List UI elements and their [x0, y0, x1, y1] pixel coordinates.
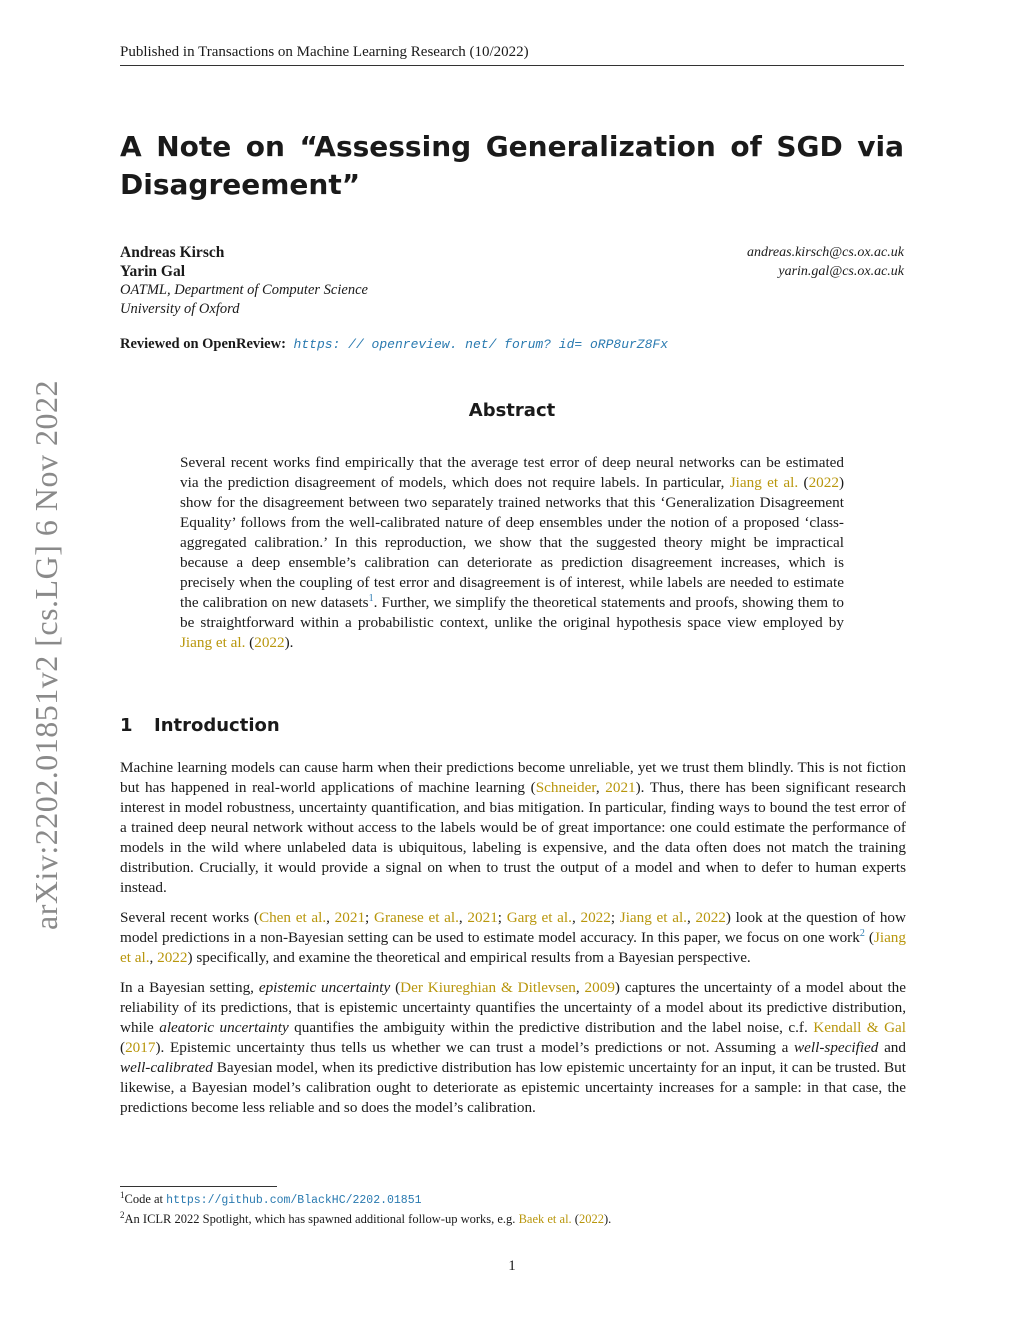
openreview-label: Reviewed on OpenReview:	[120, 336, 286, 352]
citation-year-link[interactable]: 2022	[695, 909, 726, 926]
author-row	[120, 262, 904, 281]
abstract-text-span: show for the disagreement between two separately trained networks that this ‘Generalization Disagreement Equality’ follows from the well-calibrated nature of deep ensembles under the notion of a proposed ‘class-aggregated calibration.’ In this reproduction, we show that the suggested theory might be impractical because a deep ensemble’s calibration can deteriorate as prediction disagreement increases, which is precisely when the coupling of test error and disagreement is of interest, while labels are needed to estimate the calibration on new datasets	[180, 494, 844, 611]
footnote: $^2$An ICLR 2022 Spotlight, which has spawned additional follow-up works, e.g. Baek et al. (2022).	[120, 1209, 612, 1226]
citation-link[interactable]: Jiang et al.	[180, 634, 246, 651]
text-span: ) captures the uncertainty of a model about the reliability of its predictions, that is epistemic uncertainty quantifies the uncertainty of a model about its predictive distribution, while	[120, 979, 907, 1036]
text-span: Several recent works (	[120, 909, 259, 926]
citation-year-link[interactable]: 2022	[578, 1212, 604, 1226]
citation-year-link[interactable]: 2021	[605, 779, 636, 796]
arxiv-sidebar-stamp: arXiv:2202.01851v2 [cs.LG] 6 Nov 2022	[28, 380, 64, 930]
footnote-marker[interactable]: 2	[859, 927, 865, 939]
author-name: Andreas Kirsch	[120, 244, 225, 261]
section-number: 1	[120, 715, 133, 736]
footnote-text: Code at	[124, 1192, 167, 1206]
openreview-link[interactable]: https: // openreview. net/ forum? id= oRP8urZ8Fx	[293, 337, 669, 352]
paragraph: Machine learning models can cause harm when their predictions become unreliable, yet we trust them blindly. This is not fiction but has happened in real-world applications of machine learning (Schneider, 2021). Thus, there has been significant research interest in model robustness, uncertainty quantification, and bias mitigation. In particular, finding ways to bound the test error of a trained deep neural network without access to the labels would be of great importance: one could estimate the performance of models in the wild where unlabeled data is ubiquitous, labeling is expensive, and the data often does not match the training distribution. Crucially, it would provide a signal on when to trust the output of a model and when to defer to human experts instead.	[120, 759, 906, 896]
author-email[interactable]: andreas.kirsch@cs.ox.ac.uk	[747, 245, 904, 260]
footnote-text: ).	[603, 1212, 612, 1226]
paragraph: In a Bayesian setting, epistemic uncertainty (Der Kiureghian & Ditlevsen, 2009) captures the uncertainty of a model about the reliability of its predictions, that is epistemic uncertainty quantifies the uncertainty of a model about its predictive distribution, while aleatoric uncertainty quantifies the ambiguity within the predictive distribution and the label noise, c.f. Kendall & Gal (2017). Epistemic uncertainty thus tells us whether we can trust a model’s predictions or not. Assuming a well-specified and well-calibrated Bayesian model, when its predictive distribution has low epistemic uncertainty for an input, it can be trusted. But likewise, a Bayesian model’s calibration ought to deteriorate as epistemic uncertainty increases for a sample: in that case, the predictions become less reliable and so does the model’s calibration.	[120, 979, 907, 1116]
openreview-line	[120, 336, 668, 353]
text-span: ). Epistemic uncertainty thus tells us whether we can trust a model’s predictions or not. Assuming a	[155, 1039, 795, 1056]
citation-link[interactable]: Chen et al.	[258, 909, 327, 926]
author-email[interactable]: yarin.gal@cs.ox.ac.uk	[778, 264, 904, 279]
section-body	[120, 758, 906, 1128]
footnote-text: An ICLR 2022 Spotlight, which has spawned additional follow-up works, e.g.	[124, 1212, 519, 1226]
citation-year-link[interactable]: 2021	[467, 909, 498, 926]
citation-link[interactable]: Garg et al.	[506, 909, 572, 926]
journal-header: Published in Transactions on Machine Learning Research (10/2022)	[120, 44, 904, 66]
citation-link[interactable]: Schneider	[535, 779, 596, 796]
footnote-divider	[120, 1186, 277, 1187]
footnote-link[interactable]: https://github.com/BlackHC/2202.01851	[166, 1194, 422, 1207]
citation-year-link[interactable]: 2021	[334, 909, 366, 926]
citation-link[interactable]: Baek et al.	[518, 1212, 572, 1226]
text-span: Bayesian model, when its predictive distribution has low epistemic uncertainty for an input, it can be trusted. But likewise, a Bayesian model’s calibration ought to deteriorate as epistemic uncertainty increases for a sample: in that case, the predictions become less reliable and so does the model’s calibration.	[120, 1059, 906, 1116]
footnote	[120, 1190, 906, 1210]
citation-link[interactable]: Granese et al.	[373, 909, 459, 926]
author-row	[120, 243, 904, 262]
text-span: ) look at the question of how model predictions in a non-Bayesian setting can be used to estimate model accuracy. In this paper, we focus on one work	[120, 909, 906, 946]
section-heading	[120, 715, 280, 736]
footnote-number: 1	[120, 1189, 125, 1200]
text-span: quantifies the ambiguity within the predictive distribution and the label noise, c.f.	[288, 1019, 814, 1036]
text-span: (	[390, 979, 401, 996]
author-name: Yarin Gal	[120, 263, 186, 280]
footnotes	[120, 1190, 906, 1228]
footnote-number: 2	[120, 1209, 125, 1220]
abstract-text: Several recent works find empirically that the average test error of deep neural networks can be estimated via the prediction disagreement of models, which does not require labels. In particular, Jiang et al. (2022) show for the disagreement between two separately trained networks that this ‘Generalization Disagreement Equality’ follows from the well-calibrated nature of deep ensembles under the notion of a proposed ‘class-aggregated calibration.’ In this reproduction, we show that the suggested theory might be impractical because a deep ensemble’s calibration can deteriorate as prediction disagreement increases, which is precisely when the coupling of test error and disagreement is of interest, while labels are needed to estimate the calibration on new datasets$^1$. Further, we simplify the theoretical statements and proofs, showing them to be straightforward within a probabilistic context, unlike the original hypothesis space view employed by Jiang et al. (2022).	[180, 454, 845, 651]
citation-year-link[interactable]: 2022	[580, 909, 611, 926]
text-span: (	[864, 929, 874, 946]
emphasis: well-calibrated	[120, 1059, 213, 1076]
citation-link[interactable]: Jiang et al.	[729, 474, 799, 491]
author-block	[120, 243, 904, 319]
text-span: Machine learning models can cause harm when their predictions become unreliable, yet we trust them blindly. This is not fiction but has happened in real-world applications of machine learning (	[120, 759, 906, 796]
title-line-1: A Note on “Assessing Generalization of SGD via	[120, 130, 904, 163]
citation-year-link[interactable]: 2022	[808, 474, 839, 491]
citation-link[interactable]: Der Kiureghian & Ditlevsen	[400, 979, 576, 996]
paragraph: Several recent works (Chen et al., 2021; Granese et al., 2021; Garg et al., 2022; Jiang et al., 2022) look at the question of how model predictions in a non-Bayesian setting can be used to estimate model accuracy. In this paper, we focus on one work$^2$ (Jiang et al., 2022) specifically, and examine the theoretical and empirical results from a Bayesian perspective.	[120, 909, 906, 966]
citation-link[interactable]: Kendall & Gal	[813, 1019, 906, 1036]
citation-year-link[interactable]: 2022	[254, 634, 285, 651]
abstract-text-span: ).	[284, 634, 294, 651]
citation-year-link[interactable]: 2022	[157, 949, 188, 966]
abstract-text-span: . Further, we simplify the theoretical statements and proofs, showing them to be straightforward within a probabilistic context, unlike the original hypothesis space view employed by	[180, 594, 845, 631]
text-span: ) specifically, and examine the theoretical and empirical results from a Bayesian perspective.	[187, 949, 751, 966]
footnote-marker[interactable]: 1	[368, 592, 374, 604]
text-span: and	[878, 1039, 906, 1056]
title-line-2: Disagreement”	[120, 168, 361, 201]
section-title: Introduction	[154, 715, 280, 736]
emphasis: epistemic uncertainty	[258, 979, 391, 996]
page-number: 1	[508, 1258, 516, 1274]
abstract-heading: Abstract	[468, 400, 556, 421]
affiliation-line: OATML, Department of Computer Science	[120, 282, 368, 298]
abstract-text-span: Several recent works find empirically that the average test error of deep neural networks can be estimated via the prediction disagreement of models, which does not require labels. In particular,	[180, 454, 844, 491]
citation-year-link[interactable]: 2017	[125, 1039, 156, 1056]
emphasis: aleatoric uncertainty	[159, 1019, 289, 1036]
text-span: ). Thus, there has been significant research interest in model robustness, uncertainty quantification, and bias mitigation. In particular, finding ways to bound the test error of a trained deep neural network without access to the labels would be of great importance: one could estimate the performance of models in the wild where unlabeled data is ubiquitous, labeling is expensive, and the data often does not match the training distribution. Crucially, it would provide a signal on when to trust the output of a model and when to defer to human experts instead.	[120, 779, 906, 896]
emphasis: well-specified	[794, 1039, 879, 1056]
paper-title	[120, 128, 904, 204]
citation-year-link[interactable]: 2009	[584, 979, 615, 996]
citation-link[interactable]: Jiang et al.	[619, 909, 687, 926]
text-span: In a Bayesian setting,	[120, 979, 259, 996]
citation-link[interactable]: Jiang et al.	[120, 929, 906, 966]
affiliation-line: University of Oxford	[120, 301, 240, 317]
